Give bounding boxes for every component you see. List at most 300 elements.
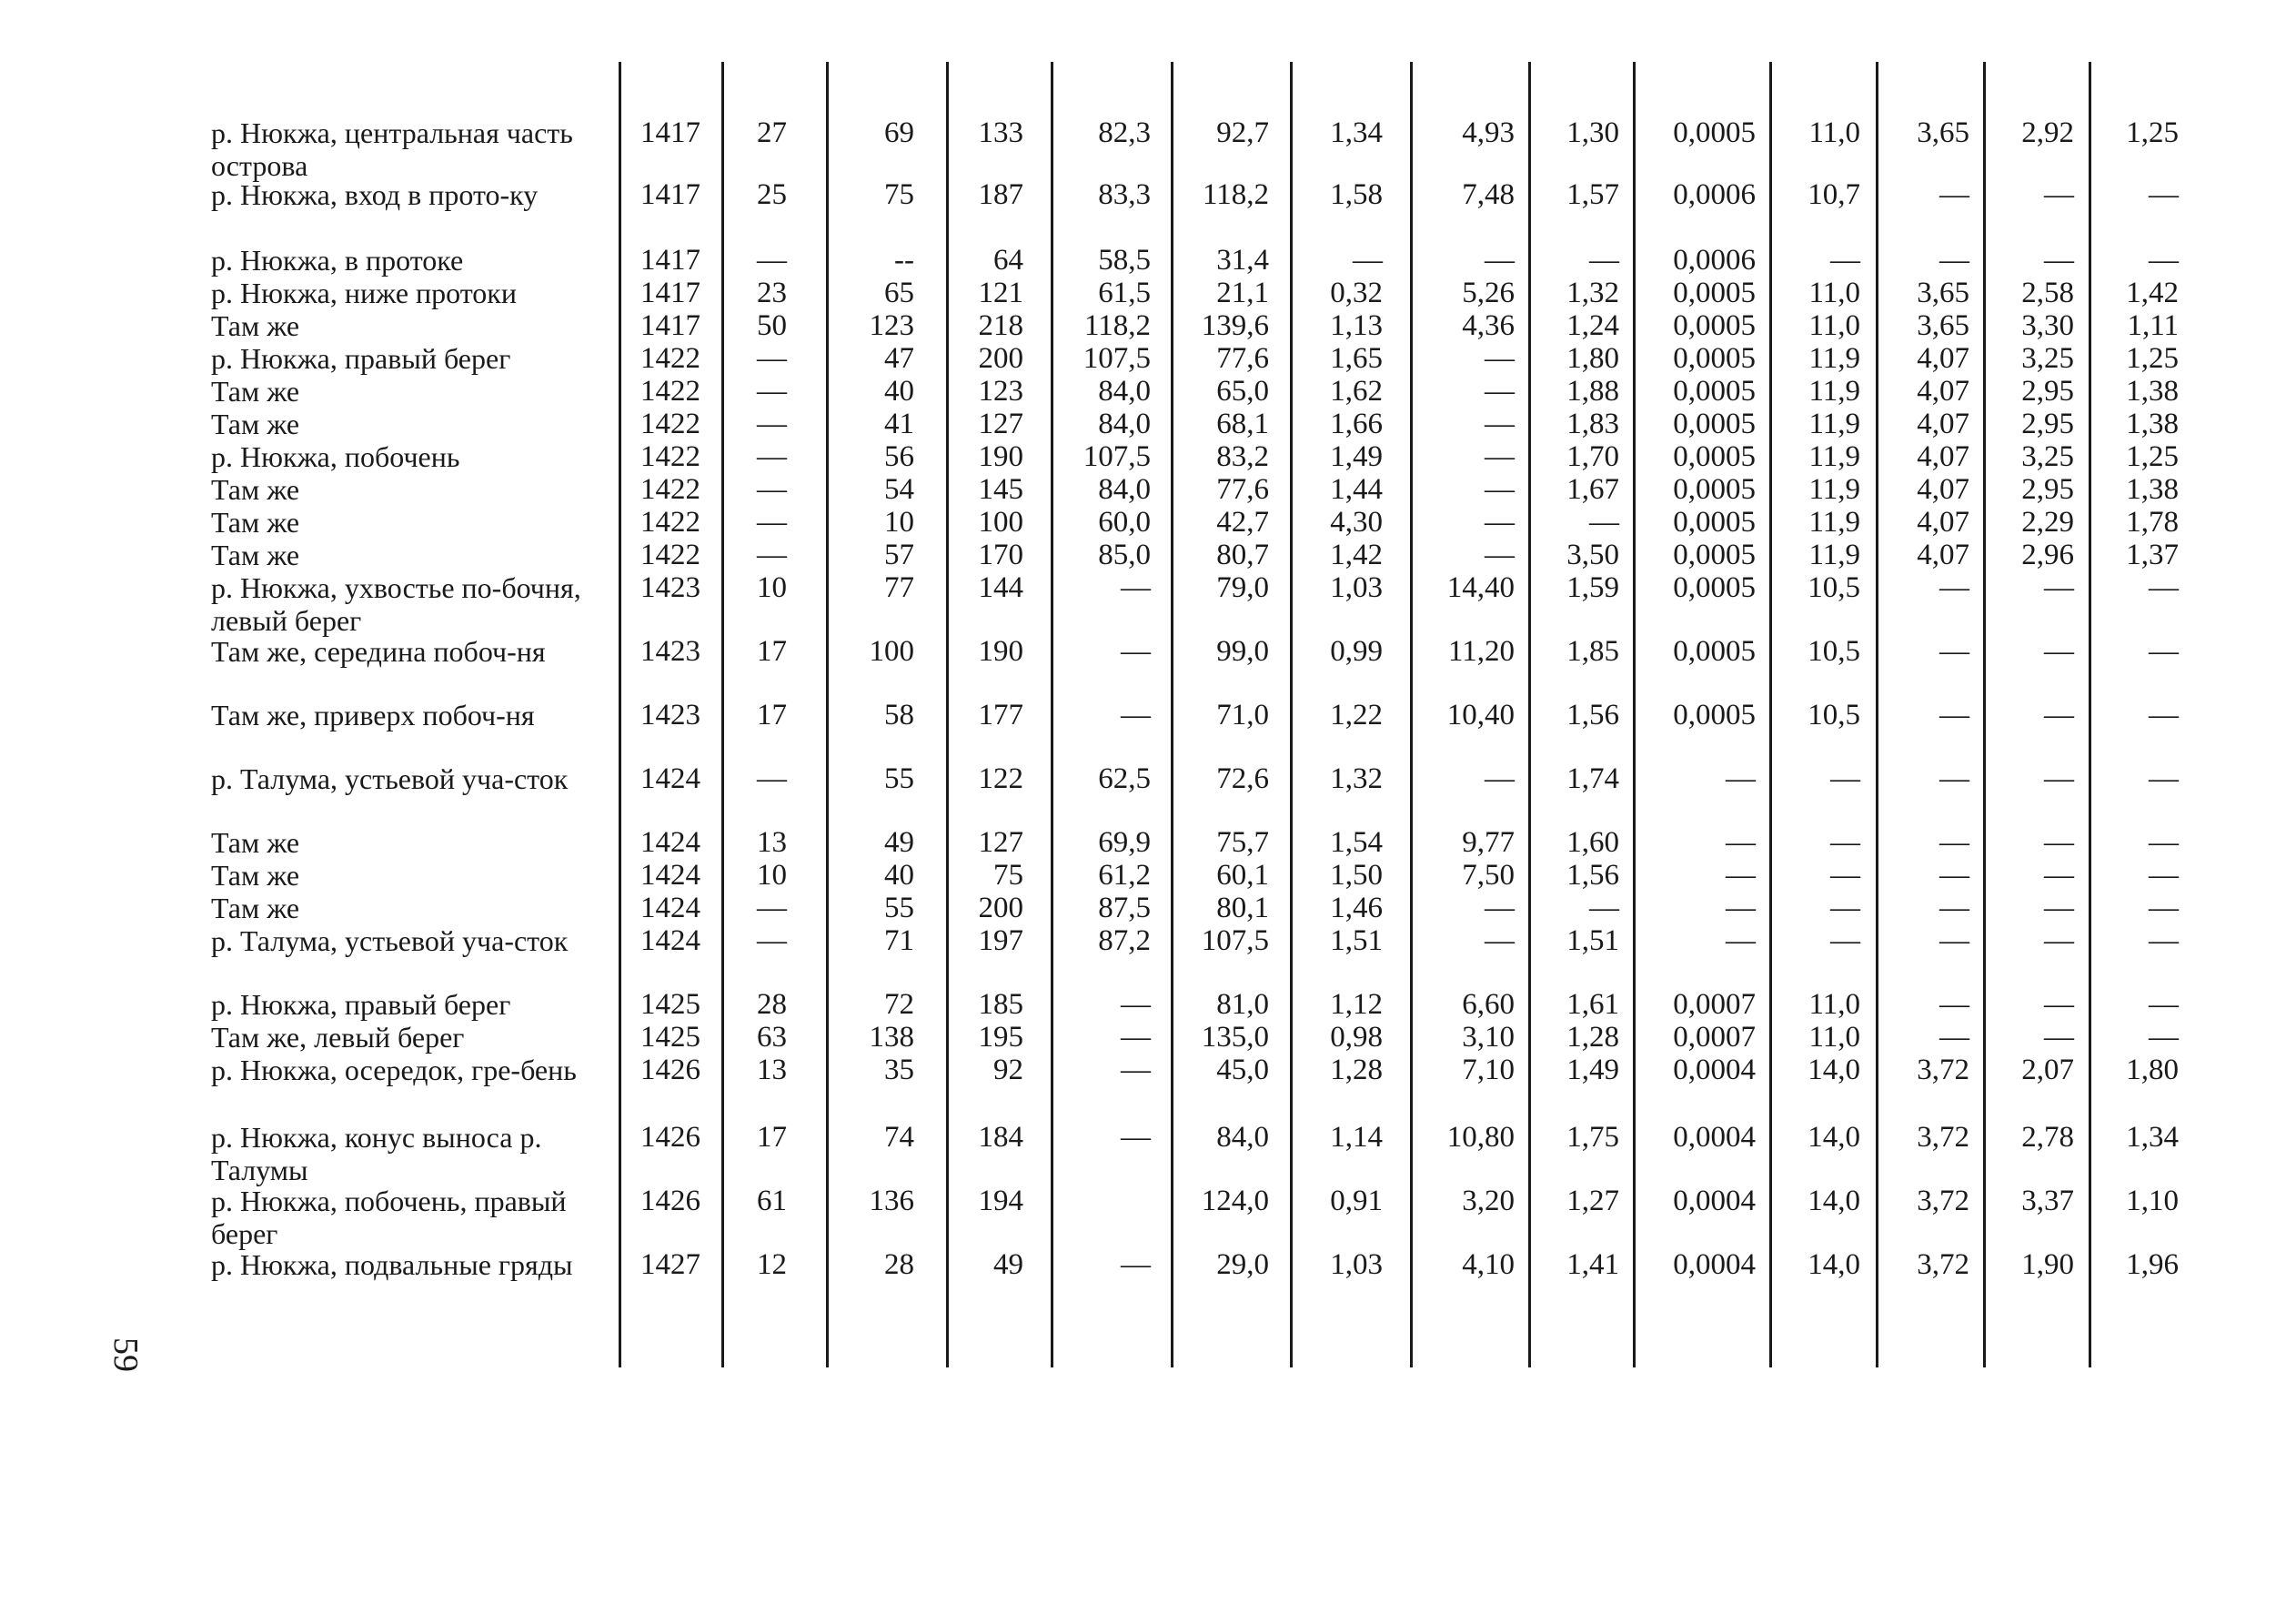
- table-cell: 1,74: [1566, 762, 1619, 795]
- table-cell: 1,62: [1330, 375, 1383, 408]
- table-cell: 1,27: [1566, 1185, 1619, 1217]
- table-cell: 3,65: [1917, 309, 1969, 342]
- table-cell: 0,0004: [1673, 1054, 1756, 1086]
- table-cell: —: [1121, 1021, 1151, 1054]
- table-cell: 1424: [640, 892, 700, 924]
- table-cell: 123: [869, 309, 914, 342]
- table-cell: 25: [757, 178, 787, 211]
- table-cell: 1,34: [2126, 1121, 2179, 1154]
- table-cell: —: [757, 244, 787, 277]
- table-cell: 1,59: [1566, 571, 1619, 604]
- table-cell: —: [757, 375, 787, 408]
- table-cell: 82,3: [1098, 116, 1151, 149]
- table-cell: —: [1485, 762, 1515, 795]
- table-cell: 12: [757, 1248, 787, 1281]
- table-cell: 3,25: [2021, 440, 2074, 473]
- table-cell: 194: [978, 1185, 1023, 1217]
- table-cell: 5,26: [1462, 277, 1515, 309]
- table-cell: 1,37: [2126, 539, 2179, 571]
- table-cell: 3,30: [2021, 309, 2074, 342]
- table-cell: 84,0: [1098, 408, 1151, 440]
- table-cell: 170: [978, 539, 1023, 571]
- table-cell: 1,38: [2126, 408, 2179, 440]
- table-cell: 11,9: [1808, 539, 1860, 571]
- table-cell: 1,38: [2126, 473, 2179, 506]
- station-name: Там же: [211, 408, 300, 440]
- table-cell: 124,0: [1201, 1185, 1269, 1217]
- table-cell: 64: [993, 244, 1023, 277]
- table-row: [0, 924, 2296, 990]
- table-cell: —: [1726, 762, 1756, 795]
- table-cell: 1,66: [1330, 408, 1383, 440]
- table-cell: —: [2044, 571, 2074, 604]
- table-cell: 184: [978, 1121, 1023, 1154]
- table-cell: 1417: [640, 178, 700, 211]
- table-row: [0, 699, 2296, 764]
- table-cell: 1,60: [1566, 826, 1619, 859]
- table-cell: 28: [757, 988, 787, 1021]
- table-cell: 1,51: [1566, 924, 1619, 957]
- table-cell: 185: [978, 988, 1023, 1021]
- table-cell: 1427: [640, 1248, 700, 1281]
- table-cell: 80,7: [1216, 539, 1269, 571]
- table-cell: 83,2: [1216, 440, 1269, 473]
- table-cell: —: [1830, 924, 1860, 957]
- table-cell: 0,0005: [1673, 635, 1756, 668]
- table-cell: 0,0007: [1673, 1021, 1756, 1054]
- station-name: р. Нюкжа, конус выноса р. Талумы: [211, 1121, 542, 1186]
- table-cell: —: [2044, 859, 2074, 892]
- table-cell: 60,0: [1098, 506, 1151, 539]
- table-cell: —: [1485, 506, 1515, 539]
- table-cell: —: [2149, 1021, 2179, 1054]
- table-cell: 4,07: [1917, 408, 1969, 440]
- table-cell: —: [1939, 924, 1969, 957]
- table-cell: 69: [884, 116, 914, 149]
- table-cell: 1,54: [1330, 826, 1383, 859]
- table-cell: 41: [884, 408, 914, 440]
- table-cell: —: [2044, 762, 2074, 795]
- table-cell: 58: [884, 699, 914, 731]
- table-cell: 1,25: [2126, 440, 2179, 473]
- table-cell: 0,0005: [1673, 473, 1756, 506]
- table-cell: 79,0: [1216, 571, 1269, 604]
- table-cell: 99,0: [1216, 635, 1269, 668]
- table-cell: 1,50: [1330, 859, 1383, 892]
- table-cell: 14,0: [1808, 1248, 1860, 1281]
- table-cell: 1,78: [2126, 506, 2179, 539]
- table-cell: 1422: [640, 473, 700, 506]
- station-name: р. Талума, устьевой уча-сток: [211, 924, 569, 957]
- table-cell: —: [1589, 506, 1619, 539]
- table-cell: —: [1121, 571, 1151, 604]
- table-cell: 3,50: [1566, 539, 1619, 571]
- table-cell: 1424: [640, 924, 700, 957]
- table-cell: 2,78: [2021, 1121, 2074, 1154]
- table-cell: 77,6: [1216, 473, 1269, 506]
- table-cell: 84,0: [1216, 1121, 1269, 1154]
- table-cell: 1,80: [2126, 1054, 2179, 1086]
- table-cell: 0,0005: [1673, 440, 1756, 473]
- table-cell: 29,0: [1216, 1248, 1269, 1281]
- table-cell: 54: [884, 473, 914, 506]
- table-cell: 2,92: [2021, 116, 2074, 149]
- table-cell: —: [1939, 1021, 1969, 1054]
- table-cell: 4,07: [1917, 473, 1969, 506]
- table-cell: 45,0: [1216, 1054, 1269, 1086]
- table-cell: 72: [884, 988, 914, 1021]
- table-cell: —: [1939, 859, 1969, 892]
- table-cell: —: [1830, 826, 1860, 859]
- table-cell: 1423: [640, 571, 700, 604]
- station-name: р. Нюкжа, центральная часть острова: [211, 116, 573, 182]
- table-cell: 1423: [640, 635, 700, 668]
- table-cell: —: [2044, 178, 2074, 211]
- table-cell: 68,1: [1216, 408, 1269, 440]
- table-cell: —: [1589, 892, 1619, 924]
- table-cell: 42,7: [1216, 506, 1269, 539]
- table-cell: 1,03: [1330, 1248, 1383, 1281]
- table-cell: —: [2149, 244, 2179, 277]
- table-cell: —: [1121, 1121, 1151, 1154]
- table-cell: 3,72: [1917, 1054, 1969, 1086]
- station-name: р. Нюкжа, ниже протоки: [211, 277, 517, 309]
- table-cell: 1,42: [2126, 277, 2179, 309]
- table-cell: —: [1485, 244, 1515, 277]
- table-cell: 10: [757, 571, 787, 604]
- table-cell: 0,0005: [1673, 116, 1756, 149]
- table-cell: 0,91: [1330, 1185, 1383, 1217]
- table-cell: 11,0: [1808, 309, 1860, 342]
- table-cell: 0,0004: [1673, 1185, 1756, 1217]
- table-cell: 1422: [640, 408, 700, 440]
- station-name: Там же: [211, 826, 300, 859]
- table-cell: 21,1: [1216, 277, 1269, 309]
- table-cell: —: [1121, 988, 1151, 1021]
- table-cell: —: [1485, 375, 1515, 408]
- table-cell: —: [2044, 988, 2074, 1021]
- table-cell: 47: [884, 342, 914, 375]
- table-cell: —: [1485, 440, 1515, 473]
- table-cell: 127: [978, 826, 1023, 859]
- table-cell: —: [1485, 408, 1515, 440]
- table-cell: 28: [884, 1248, 914, 1281]
- station-name: Там же: [211, 473, 300, 506]
- table-cell: 7,10: [1462, 1054, 1515, 1086]
- table-cell: 71: [884, 924, 914, 957]
- table-cell: 71,0: [1216, 699, 1269, 731]
- table-cell: 1417: [640, 309, 700, 342]
- table-cell: 1,10: [2126, 1185, 2179, 1217]
- table-cell: 17: [757, 699, 787, 731]
- table-cell: 0,0005: [1673, 408, 1756, 440]
- table-cell: —: [2149, 762, 2179, 795]
- table-cell: 80,1: [1216, 892, 1269, 924]
- table-cell: 85,0: [1098, 539, 1151, 571]
- table-row: [0, 571, 2296, 637]
- table-cell: 1,34: [1330, 116, 1383, 149]
- station-name: р. Нюкжа, побочень, правый берег: [211, 1185, 567, 1250]
- table-cell: 0,0006: [1673, 244, 1756, 277]
- table-cell: 49: [884, 826, 914, 859]
- table-cell: 1422: [640, 342, 700, 375]
- table-cell: 35: [884, 1054, 914, 1086]
- station-name: Там же, приверх побоч-ня: [211, 699, 535, 731]
- table-cell: 1,38: [2126, 375, 2179, 408]
- table-cell: 138: [869, 1021, 914, 1054]
- table-cell: 1,56: [1566, 859, 1619, 892]
- table-cell: 200: [978, 342, 1023, 375]
- table-cell: —: [757, 539, 787, 571]
- table-cell: 1,85: [1566, 635, 1619, 668]
- station-name: р. Нюкжа, ухвостье по-бочня, левый берег: [211, 571, 581, 637]
- table-cell: 1,70: [1566, 440, 1619, 473]
- table-cell: 77,6: [1216, 342, 1269, 375]
- table-cell: 1,32: [1330, 762, 1383, 795]
- table-cell: 2,95: [2021, 408, 2074, 440]
- table-cell: 10: [884, 506, 914, 539]
- table-cell: 3,72: [1917, 1248, 1969, 1281]
- table-cell: —: [1939, 988, 1969, 1021]
- table-cell: 1,61: [1566, 988, 1619, 1021]
- table-cell: 65: [884, 277, 914, 309]
- table-cell: 1424: [640, 826, 700, 859]
- table-cell: —: [2149, 892, 2179, 924]
- table-cell: 69,9: [1098, 826, 1151, 859]
- table-cell: 75: [884, 178, 914, 211]
- table-cell: 49: [993, 1248, 1023, 1281]
- table-cell: 75: [993, 859, 1023, 892]
- table-cell: 11,0: [1808, 988, 1860, 1021]
- table-cell: 200: [978, 892, 1023, 924]
- page-number: 59: [106, 1337, 145, 1372]
- table-cell: 60,1: [1216, 859, 1269, 892]
- table-cell: 4,07: [1917, 342, 1969, 375]
- table-cell: 3,72: [1917, 1185, 1969, 1217]
- table-cell: —: [2149, 826, 2179, 859]
- table-cell: 1,30: [1566, 116, 1619, 149]
- table-cell: 4,07: [1917, 375, 1969, 408]
- table-cell: 1423: [640, 699, 700, 731]
- table-cell: 87,5: [1098, 892, 1151, 924]
- table-cell: --: [894, 244, 914, 277]
- table-cell: —: [1485, 892, 1515, 924]
- table-cell: 107,5: [1083, 342, 1151, 375]
- table-cell: 2,96: [2021, 539, 2074, 571]
- table-cell: —: [1830, 892, 1860, 924]
- table-cell: —: [1485, 924, 1515, 957]
- table-cell: 144: [978, 571, 1023, 604]
- table-cell: 11,9: [1808, 473, 1860, 506]
- table-cell: 4,36: [1462, 309, 1515, 342]
- table-cell: 1,51: [1330, 924, 1383, 957]
- table-cell: 7,48: [1462, 178, 1515, 211]
- table-cell: 218: [978, 309, 1023, 342]
- table-row: [0, 1185, 2296, 1250]
- table-cell: 57: [884, 539, 914, 571]
- table-cell: 40: [884, 859, 914, 892]
- table-cell: 4,07: [1917, 440, 1969, 473]
- table-cell: 3,65: [1917, 116, 1969, 149]
- table-cell: 17: [757, 1121, 787, 1154]
- table-cell: —: [757, 506, 787, 539]
- station-name: р. Нюкжа, правый берег: [211, 988, 511, 1021]
- table-cell: 1,24: [1566, 309, 1619, 342]
- table-cell: —: [1939, 571, 1969, 604]
- table-cell: 6,60: [1462, 988, 1515, 1021]
- table-cell: 13: [757, 1054, 787, 1086]
- table-cell: 1417: [640, 116, 700, 149]
- table-cell: —: [1121, 699, 1151, 731]
- table-cell: 14,0: [1808, 1185, 1860, 1217]
- table-cell: 1,32: [1566, 277, 1619, 309]
- table-cell: 65,0: [1216, 375, 1269, 408]
- table-cell: 55: [884, 762, 914, 795]
- table-cell: 1,67: [1566, 473, 1619, 506]
- table-cell: 1,56: [1566, 699, 1619, 731]
- table-cell: 1,80: [1566, 342, 1619, 375]
- table-cell: 61,5: [1098, 277, 1151, 309]
- table-cell: 56: [884, 440, 914, 473]
- table-cell: —: [2149, 924, 2179, 957]
- table-cell: 4,07: [1917, 539, 1969, 571]
- table-cell: 3,20: [1462, 1185, 1515, 1217]
- table-cell: 0,0005: [1673, 375, 1756, 408]
- table-cell: 136: [869, 1185, 914, 1217]
- table-cell: —: [1121, 1054, 1151, 1086]
- table-cell: —: [1939, 699, 1969, 731]
- table-cell: 2,29: [2021, 506, 2074, 539]
- table-cell: —: [1939, 892, 1969, 924]
- table-cell: 190: [978, 635, 1023, 668]
- table-cell: 83,3: [1098, 178, 1151, 211]
- table-cell: 1426: [640, 1054, 700, 1086]
- table-cell: 72,6: [1216, 762, 1269, 795]
- table-cell: 10,5: [1808, 571, 1860, 604]
- station-name: Там же, середина побоч-ня: [211, 635, 546, 668]
- table-cell: 1,42: [1330, 539, 1383, 571]
- table-cell: —: [1939, 635, 1969, 668]
- station-name: р. Нюкжа, в протоке: [211, 244, 464, 277]
- table-cell: 75,7: [1216, 826, 1269, 859]
- station-name: р. Нюкжа, подвальные гряды: [211, 1248, 573, 1281]
- table-cell: —: [2149, 859, 2179, 892]
- table-cell: 1424: [640, 859, 700, 892]
- table-cell: 0,0007: [1673, 988, 1756, 1021]
- table-cell: 92: [993, 1054, 1023, 1086]
- table-cell: 23: [757, 277, 787, 309]
- table-cell: 10,80: [1446, 1121, 1515, 1154]
- table-cell: 62,5: [1098, 762, 1151, 795]
- table-cell: 4,30: [1330, 506, 1383, 539]
- table-cell: 11,0: [1808, 277, 1860, 309]
- table-cell: —: [757, 408, 787, 440]
- table-cell: 31,4: [1216, 244, 1269, 277]
- table-cell: 100: [978, 506, 1023, 539]
- table-cell: —: [2044, 1021, 2074, 1054]
- station-name: р. Талума, устьевой уча-сток: [211, 762, 569, 795]
- table-cell: 100: [869, 635, 914, 668]
- station-name: Там же: [211, 375, 300, 408]
- table-cell: 135,0: [1201, 1021, 1269, 1054]
- table-cell: 121: [978, 277, 1023, 309]
- table-cell: —: [1485, 473, 1515, 506]
- table-cell: 10,7: [1808, 178, 1860, 211]
- table-cell: —: [2044, 699, 2074, 731]
- table-cell: 14,0: [1808, 1054, 1860, 1086]
- table-cell: —: [1830, 762, 1860, 795]
- station-name: Там же: [211, 506, 300, 539]
- table-row: [0, 635, 2296, 701]
- table-cell: —: [2149, 571, 2179, 604]
- table-cell: —: [1939, 762, 1969, 795]
- table-cell: 0,0005: [1673, 342, 1756, 375]
- table-cell: 40: [884, 375, 914, 408]
- table-cell: 1,90: [2021, 1248, 2074, 1281]
- table-cell: —: [757, 892, 787, 924]
- table-cell: 10,40: [1446, 699, 1515, 731]
- table-cell: 133: [978, 116, 1023, 149]
- table-cell: 2,95: [2021, 375, 2074, 408]
- table-cell: 3,65: [1917, 277, 1969, 309]
- table-cell: 1,49: [1566, 1054, 1619, 1086]
- table-row: [0, 762, 2296, 828]
- table-cell: 1,96: [2126, 1248, 2179, 1281]
- station-name: р. Нюкжа, побочень: [211, 440, 460, 473]
- table-cell: 11,9: [1808, 408, 1860, 440]
- table-cell: 1,83: [1566, 408, 1619, 440]
- table-cell: —: [1939, 826, 1969, 859]
- table-cell: 1,44: [1330, 473, 1383, 506]
- table-cell: —: [1353, 244, 1383, 277]
- table-cell: 127: [978, 408, 1023, 440]
- table-cell: 1425: [640, 1021, 700, 1054]
- station-name: Там же, левый берег: [211, 1021, 465, 1054]
- table-cell: 11,9: [1808, 440, 1860, 473]
- table-cell: 0,98: [1330, 1021, 1383, 1054]
- table-cell: —: [2149, 178, 2179, 211]
- table-cell: 1,58: [1330, 178, 1383, 211]
- table-cell: 3,10: [1462, 1021, 1515, 1054]
- table-cell: 0,0005: [1673, 506, 1756, 539]
- table-cell: 4,93: [1462, 116, 1515, 149]
- station-name: р. Нюкжа, осередок, гре-бень: [211, 1054, 577, 1086]
- table-cell: 61,2: [1098, 859, 1151, 892]
- table-cell: —: [1726, 859, 1756, 892]
- table-cell: 1417: [640, 277, 700, 309]
- table-cell: 145: [978, 473, 1023, 506]
- table-cell: 1,13: [1330, 309, 1383, 342]
- table-cell: 1426: [640, 1185, 700, 1217]
- table-cell: 107,5: [1083, 440, 1151, 473]
- table-cell: —: [1830, 859, 1860, 892]
- table-cell: 10,5: [1808, 635, 1860, 668]
- table-cell: —: [757, 440, 787, 473]
- table-cell: 107,5: [1201, 924, 1269, 957]
- table-cell: 1,49: [1330, 440, 1383, 473]
- table-cell: 1,14: [1330, 1121, 1383, 1154]
- table-cell: —: [1121, 1248, 1151, 1281]
- table-cell: 0,0005: [1673, 539, 1756, 571]
- table-cell: 1,25: [2126, 116, 2179, 149]
- table-cell: 2,07: [2021, 1054, 2074, 1086]
- station-name: Там же: [211, 892, 300, 924]
- table-cell: 11,9: [1808, 375, 1860, 408]
- table-cell: 0,0005: [1673, 309, 1756, 342]
- table-cell: 50: [757, 309, 787, 342]
- table-cell: —: [2149, 699, 2179, 731]
- table-row: [0, 1248, 2296, 1314]
